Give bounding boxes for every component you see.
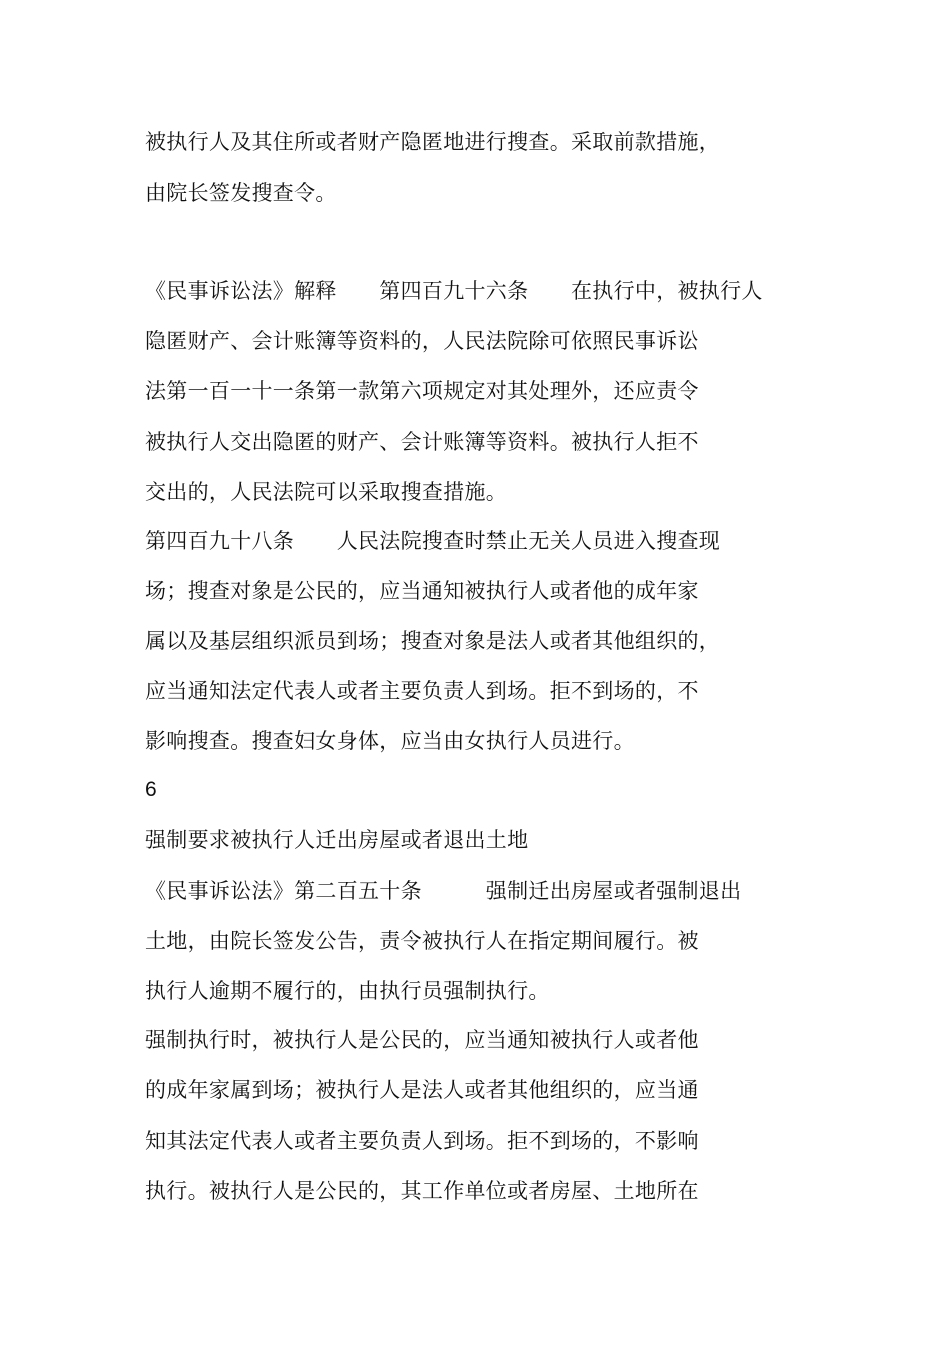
text-line: 的成年家属到场；被执行人是法人或者其他组织的，应当通 — [145, 1078, 699, 1102]
text-line: 法第一百一十一条第一款第六项规定对其处理外，还应责令 — [145, 379, 699, 403]
section-number: 6 — [145, 778, 157, 801]
text-line: 场；搜查对象是公民的，应当通知被执行人或者他的成年家 — [145, 579, 699, 603]
text-line: 执行人逾期不履行的，由执行员强制执行。 — [145, 979, 550, 1003]
text-line: 属以及基层组织派员到场；搜查对象是法人或者其他组织的， — [145, 629, 721, 653]
section-heading: 强制要求被执行人迁出房屋或者退出土地 — [145, 828, 529, 852]
text-line: 被执行人交出隐匿的财产、会计账簿等资料。被执行人拒不 — [145, 430, 699, 454]
text-line: 隐匿财产、会计账簿等资料的，人民法院除可依照民事诉讼 — [145, 329, 699, 353]
text-line: 第四百九十八条 人民法院搜查时禁止无关人员进入搜查现 — [145, 529, 721, 553]
text-line: 执行。被执行人是公民的，其工作单位或者房屋、土地所在 — [145, 1179, 699, 1203]
text-line: 知其法定代表人或者主要负责人到场。拒不到场的，不影响 — [145, 1129, 699, 1153]
text-line: 应当通知法定代表人或者主要负责人到场。拒不到场的，不 — [145, 679, 699, 703]
text-line: 强制执行时，被执行人是公民的，应当通知被执行人或者他 — [145, 1028, 699, 1052]
text-line: 《民事诉讼法》第二百五十条 强制迁出房屋或者强制退出 — [145, 879, 742, 903]
text-line: 被执行人及其住所或者财产隐匿地进行搜查。采取前款措施， — [145, 130, 721, 154]
text-line: 《民事诉讼法》解释 第四百九十六条 在执行中，被执行人 — [145, 279, 763, 303]
text-line: 交出的，人民法院可以采取搜查措施。 — [145, 480, 508, 504]
text-line: 由院长签发搜查令。 — [145, 181, 337, 205]
text-line: 影响搜查。搜查妇女身体，应当由女执行人员进行。 — [145, 729, 635, 753]
text-line: 土地，由院长签发公告，责令被执行人在指定期间履行。被 — [145, 929, 699, 953]
